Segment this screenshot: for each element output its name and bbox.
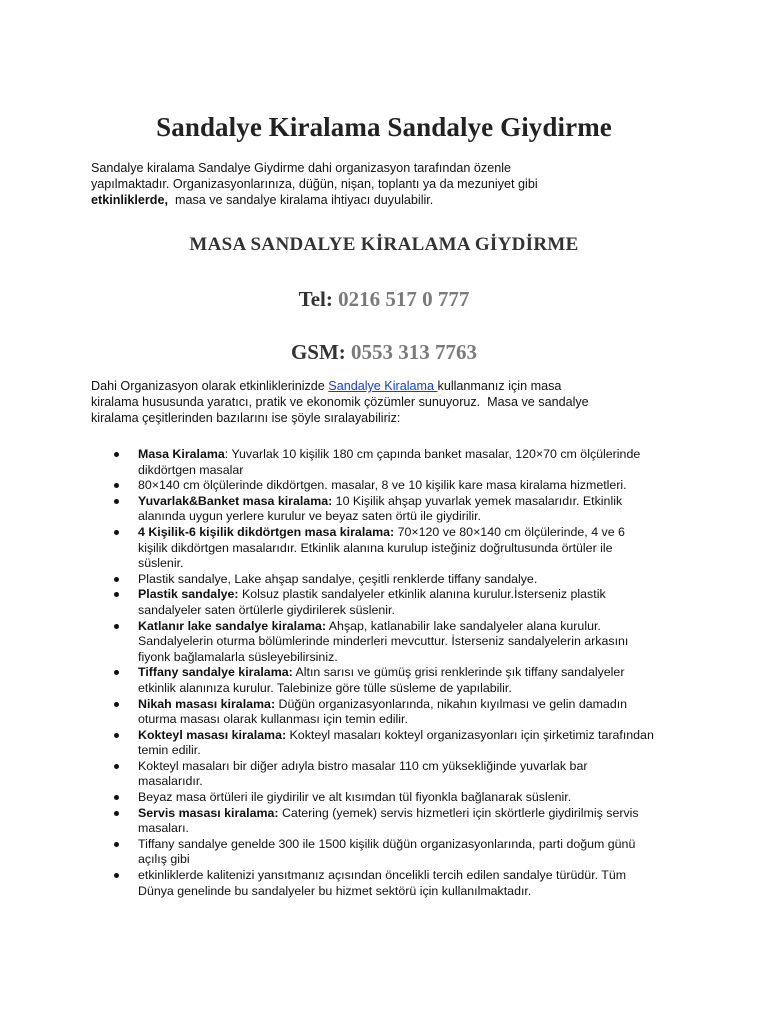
bullet-icon xyxy=(114,483,119,488)
list-item-text: 10 Kişilik ahşap yuvarlak yemek masalarıdır. Etkinlik alanında uygun yerlere kurulur ve beyaz saten örtü ile giydirilir. xyxy=(138,493,623,524)
intro-bold-word: etkinliklerde, xyxy=(91,193,168,207)
list-item xyxy=(114,525,654,572)
list-item-text: Kolsuz plastik sandalyeler etkinlik alanına kurulur.İsterseniz plastik sandalyeler saten örtülerle giydirilerek süslenir. xyxy=(138,587,606,617)
phone-line xyxy=(0,287,768,312)
intro-paragraph xyxy=(91,160,691,208)
list-item-heading: Kokteyl masası kiralama: xyxy=(138,727,287,742)
bullet-icon xyxy=(114,592,119,597)
list-item xyxy=(114,697,654,728)
list-item-heading: Tiffany sandalye kiralama: xyxy=(138,665,293,680)
intro-line-3 xyxy=(91,192,691,208)
list-item xyxy=(114,665,654,696)
bullet-icon xyxy=(114,702,119,707)
mobile-line xyxy=(0,340,768,365)
lead-line-1 xyxy=(91,378,691,394)
bullet-icon xyxy=(114,499,119,504)
list-item xyxy=(114,447,654,478)
sandalye-kiralama-link[interactable]: Sandalye Kiralama xyxy=(328,379,438,393)
list-item-heading: Masa Kiralama xyxy=(138,447,225,461)
bullet-icon xyxy=(114,764,119,769)
lead-line-2: kiralama hususunda yaratıcı, pratik ve ekonomik çözümler sunuyoruz. Masa ve sandalye xyxy=(91,395,589,409)
list-item xyxy=(114,806,654,837)
page-title: Sandalye Kiralama Sandalye Giydirme xyxy=(156,112,612,142)
mobile-number: 0553 313 7763 xyxy=(351,340,478,364)
list-item-heading: Katlanır lake sandalye kiralama: xyxy=(138,618,327,633)
list-item-text: Kokteyl masaları bir diğer adıyla bistro masalar 110 cm yüksekliğinde yuvarlak bar masalarıdır. xyxy=(138,758,588,789)
list-item xyxy=(114,572,654,588)
intro-line-1: Sandalye kiralama Sandalye Giydirme dahi organizasyon tarafından özenle xyxy=(91,161,512,175)
bullet-icon xyxy=(114,577,119,582)
list-item xyxy=(114,478,654,494)
list-item-text: Catering (yemek) servis hizmetleri için skörtlerle giydirilmiş servis masaları. xyxy=(138,805,639,836)
lead-line-3: kiralama çeşitlerinden bazılarını ise şöyle sıralayabiliriz: xyxy=(91,411,401,425)
list-item xyxy=(114,587,654,618)
list-item-text: Tiffany sandalye genelde 300 ile 1500 kişilik düğün organizasyonlarında, parti doğum günü açılış gibi xyxy=(138,836,636,867)
list-item-text: etkinliklerde kalitenizi yansıtmanız açısından öncelikli tercih edilen sandalye türüdür. Tüm Dünya genelinde bu sandalyeler bu hizmet sektörü için kullanılmaktadır. xyxy=(138,868,627,898)
list-item-heading: Nikah masası kiralama: xyxy=(138,696,276,711)
list-item-heading: Servis masası kiralama: xyxy=(138,805,279,820)
bullet-icon xyxy=(114,842,119,847)
list-item xyxy=(114,837,654,868)
list-item-text: Kokteyl masaları kokteyl organizasyonları için şirketimiz tarafından temin edilir. xyxy=(138,727,654,758)
list-item xyxy=(114,868,654,899)
list-item-text: : Yuvarlak 10 kişilik 180 cm çapında banket masalar, 120×70 cm ölçülerinde dikdörtgen masalar xyxy=(138,447,641,477)
list-item-text: Altın sarısı ve gümüş grisi renklerinde şık tiffany sandalyeler etkinlik alanınıza kurulur. Talebinize göre tülle süsleme de yapılabilir. xyxy=(138,665,625,695)
lead-after-link: kullanmanız için masa xyxy=(437,379,562,393)
mobile-label: GSM: xyxy=(290,340,346,364)
lead-paragraph xyxy=(91,378,691,426)
section-subtitle: MASA SANDALYE KİRALAMA GİYDİRME xyxy=(189,234,579,255)
list-item-text: 70×120 ve 80×140 cm ölçülerinde, 4 ve 6 kişilik dikdörtgen masalarıdır. Etkinlik alanına kurulup isteğiniz doğrultusunda örtüler ile süslenir. xyxy=(138,524,625,571)
bullet-icon xyxy=(114,452,119,457)
list-item xyxy=(114,619,654,666)
intro-line-3-rest: masa ve sandalye kiralama ihtiyacı duyulabilir. xyxy=(168,193,434,207)
list-item xyxy=(114,759,654,790)
list-item xyxy=(114,790,654,806)
bullet-icon xyxy=(114,733,119,738)
bullet-icon xyxy=(114,873,119,878)
lead-before-link: Dahi Organizasyon olarak etkinliklerinizde xyxy=(91,379,329,393)
intro-line-2: yapılmaktadır. Organizasyonlarınıza, düğün, nişan, toplantı ya da mezuniyet gibi xyxy=(91,177,538,191)
list-item-text: 80×140 cm ölçülerinde dikdörtgen. masalar, 8 ve 10 kişilik kare masa kiralama hizmetleri. xyxy=(138,478,627,493)
list-item-text: Beyaz masa örtüleri ile giydirilir ve alt kısımdan tül fiyonkla bağlanarak süslenir. xyxy=(138,790,572,805)
list-item-heading: Yuvarlak&Banket masa kiralama: xyxy=(138,493,333,508)
bullet-icon xyxy=(114,530,119,535)
service-list xyxy=(114,447,654,899)
list-item-text: Düğün organizasyonlarında, nikahın kıyılması ve gelin damadın oturma masası olarak kullanması için temin edilir. xyxy=(138,696,628,727)
phone-label: Tel: xyxy=(298,287,333,311)
list-item xyxy=(114,728,654,759)
list-item xyxy=(114,494,654,525)
bullet-icon xyxy=(114,670,119,675)
list-item-text: Plastik sandalye, Lake ahşap sandalye, çeşitli renklerde tiffany sandalye. xyxy=(138,571,538,586)
bullet-icon xyxy=(114,795,119,800)
list-item-heading: Plastik sandalye: xyxy=(138,587,239,602)
bullet-icon xyxy=(114,811,119,816)
bullet-icon xyxy=(114,624,119,629)
list-item-text: Ahşap, katlanabilir lake sandalyeler alana kurulur. Sandalyelerin oturma bölümlerinde minderleri mevcuttur. İsterseniz sandalyelerin arkasını fiyonk bağlamalarla süsleyebilirsiniz. xyxy=(138,618,629,664)
phone-number: 0216 517 0 777 xyxy=(338,287,470,311)
list-item-heading: 4 Kişilik-6 kişilik dikdörtgen masa kiralama: xyxy=(138,524,395,539)
